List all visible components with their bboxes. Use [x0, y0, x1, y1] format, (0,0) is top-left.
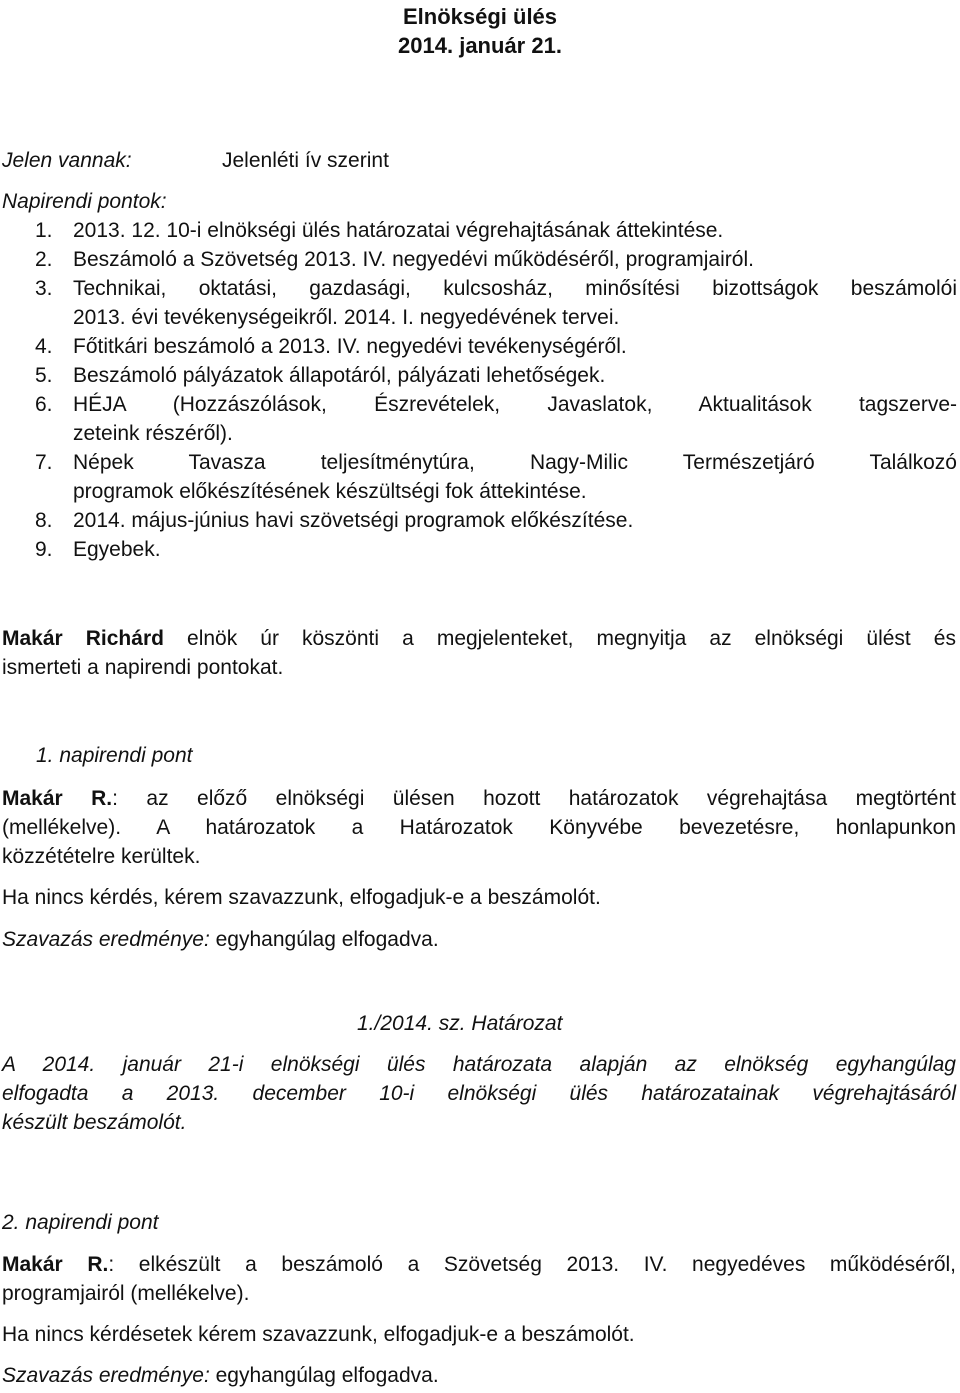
agenda-item-text: programok előkészítésének készültségi fok áttekintése. — [73, 480, 587, 503]
section1-speaker: Makár R. — [2, 787, 113, 810]
agenda-item — [35, 390, 957, 448]
agenda-item-text: Egyebek. — [73, 538, 161, 561]
agenda-item — [35, 361, 957, 390]
resolution-line-2: elfogadta a 2013. december 10-i elnökségi ülés határozatainak végrehajtásáról — [2, 1082, 956, 1105]
agenda-item-text: 2014. május-június havi szövetségi programok előkészítése. — [73, 509, 634, 532]
agenda-item-number: 2. — [35, 248, 53, 271]
agenda-item — [35, 506, 957, 535]
agenda-item — [35, 274, 957, 332]
section2-vote-result: egyhangúlag elfogadva. — [215, 1364, 439, 1387]
agenda-label: Napirendi pontok: — [2, 190, 167, 213]
agenda-item-text: Beszámoló pályázatok állapotáról, pályázati lehetőségek. — [73, 364, 606, 387]
section1-paragraph-line-1: Makár R.: az előző elnökségi ülésen hozott határozatok végrehajtása megtörtént — [2, 787, 956, 810]
agenda-item-number: 1. — [35, 219, 53, 242]
resolution-title: 1./2014. sz. Határozat — [357, 1012, 563, 1035]
section2-vote — [2, 1361, 439, 1390]
agenda-item-number: 9. — [35, 538, 53, 561]
section1-paragraph-line-3: közzétételre kerültek. — [2, 845, 201, 868]
agenda-item-number: 6. — [35, 393, 53, 416]
agenda-item-text: Technikai, oktatási, gazdasági, kulcsosház, minősítési bizottságok beszámolói — [73, 277, 957, 300]
agenda-item-text: Beszámoló a Szövetség 2013. IV. negyedévi működéséről, programjairól. — [73, 248, 754, 271]
agenda-item-text: Főtitkári beszámoló a 2013. IV. negyedévi tevékenységéről. — [73, 335, 627, 358]
section2-speaker: Makár R. — [2, 1253, 109, 1276]
agenda-item-text: Népek Tavasza teljesítménytúra, Nagy-Milic Természetjáró Találkozó — [73, 451, 957, 474]
intro-line-2: ismerteti a napirendi pontokat. — [2, 656, 284, 679]
section1-vote-label: Szavazás eredménye: — [2, 928, 210, 951]
attendance-label: Jelen vannak: — [2, 149, 132, 172]
resolution-line-3: készült beszámolót. — [2, 1111, 187, 1134]
agenda-item-text: zeteink részéről). — [73, 422, 233, 445]
section2-heading: 2. napirendi pont — [2, 1211, 159, 1234]
section1-paragraph-line-2: (mellékelve). A határozatok a Határozatok Könyvébe bevezetésre, honlapunkon — [2, 816, 956, 839]
section2-vote-label: Szavazás eredménye: — [2, 1364, 210, 1387]
agenda-item — [35, 448, 957, 506]
agenda-item-text: 2013. 12. 10-i elnökségi ülés határozatai végrehajtásának áttekintése. — [73, 219, 724, 242]
agenda-item-number: 3. — [35, 277, 53, 300]
agenda-item-text: 2013. évi tevékenységeikről. 2014. I. negyedévének tervei. — [73, 306, 620, 329]
agenda-item-number: 7. — [35, 451, 53, 474]
intro-speaker: Makár Richárd — [2, 627, 164, 650]
document-title: Elnökségi ülés — [402, 4, 558, 29]
agenda-item — [35, 535, 957, 564]
resolution-line-1: A 2014. január 21-i elnökségi ülés határozata alapján az elnökség egyhangúlag — [2, 1053, 956, 1076]
attendance-value: Jelenléti ív szerint — [222, 149, 389, 172]
section2-paragraph-line-2: programjairól (mellékelve). — [2, 1282, 250, 1305]
section2-question: Ha nincs kérdésetek kérem szavazzunk, elfogadjuk-e a beszámolót. — [2, 1323, 635, 1346]
agenda-item-number: 8. — [35, 509, 53, 532]
agenda-item — [35, 332, 957, 361]
agenda-item — [35, 245, 957, 274]
section1-question: Ha nincs kérdés, kérem szavazzunk, elfogadjuk-e a beszámolót. — [2, 886, 601, 909]
section1-vote-result: egyhangúlag elfogadva. — [215, 928, 439, 951]
intro-line-1: Makár Richárd elnök úr köszönti a megjelenteket, megnyitja az elnökségi ülést és — [2, 627, 956, 650]
agenda-item — [35, 216, 957, 245]
agenda-item-text: HÉJA (Hozzászólások, Észrevételek, Javaslatok, Aktualitások tagszerve- — [73, 393, 957, 416]
agenda-item-number: 4. — [35, 335, 53, 358]
section1-heading: 1. napirendi pont — [36, 744, 193, 767]
document-date: 2014. január 21. — [398, 33, 562, 58]
section2-paragraph-line-1: Makár R.: elkészült a beszámoló a Szövetség 2013. IV. negyedéves működéséről, — [2, 1253, 956, 1276]
agenda-item-number: 5. — [35, 364, 53, 387]
section1-vote — [2, 925, 439, 954]
